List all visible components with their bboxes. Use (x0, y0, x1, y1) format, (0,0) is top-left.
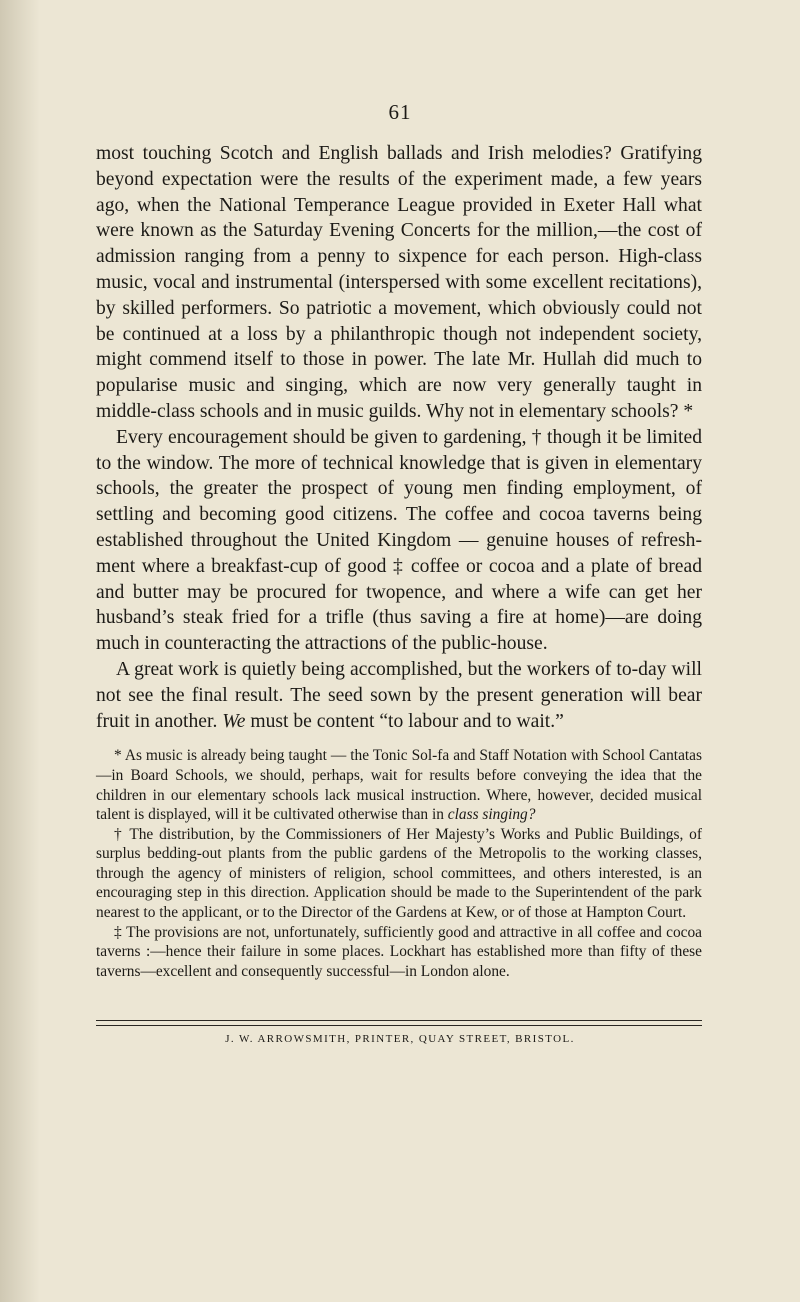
footnote-dagger: † The distribution, by the Commissioners of Her Majesty’s Works and Public Buildings, of surplus bedding-out plants from the public gardens of the Metropolis to the working classes, through the agency of ministers of religion, school committees, and others interested, is an encouraging step in this direction. Application should be made to the Superintendent of the park nearest to the applicant, or to the Director of the Gardens at Kew, or of those at Hampton Court. (96, 825, 702, 922)
main-text (96, 141, 702, 981)
paragraph-great-work-text: A great work is quietly being accomplished, but the workers of to-day will not see the final result. The seed sown by the present generation will bear fruit in another. (96, 658, 702, 732)
imprint-rule-thick (96, 1020, 702, 1021)
paragraph-music: most touching Scotch and English ballads and Irish melodies? Gratifying beyond expectation were the results of the experiment made, a few years ago, when the National Temperance League provided in Exeter Hall what were known as the Saturday Evening Concerts for the million,—the cost of admission ranging from a penny to sixpence for each person. High-class music, vocal and instrumental (interspersed with some excellent recitations), by skilled performers. So patriotic a movement, which obviously could not be continued at a loss by a philanthropic though not independent society, might commend itself to those in power. The late Mr. Hullah did much to popularise music and singing, which are now very generally taught in middle-class schools and in music guilds. Why not in elementary schools? * (96, 143, 702, 422)
paragraph-great-work-end: must be content “to labour and to wait.” (245, 710, 564, 732)
paragraph-gardening: Every encouragement should be given to gardening, † though it be limited to the window. The more of technical knowledge that is given in elementary schools, the greater the prospect of young men finding employment, of settling and becoming good citizens. The coffee and cocoa taverns being established throughout the United Kingdom — genuine houses of refreshment where a breakfast-cup of good ‡ coffee or cocoa and a plate of bread and butter may be procured for twopence, and where a wife can get her husband’s steak fried for a trifle (thus saving a fire at home)—are doing much in counteracting the attractions of the public-house. (96, 426, 702, 655)
imprint-rule-thin (96, 1025, 702, 1026)
footnote-double-dagger: ‡ The provisions are not, unfortunately, sufficiently good and attractive in all coffee and cocoa taverns :—hence their failure in some places. Lockhart has established more than fifty of these taverns—excellent and consequently successful—in London alone. (96, 923, 702, 980)
paragraph-great-work-emphasis: We (222, 710, 246, 732)
page-edge-shadow (0, 0, 40, 1302)
page-number: 61 (388, 100, 412, 124)
footnotes (96, 746, 702, 981)
footnote-asterisk (96, 746, 702, 824)
printer-imprint: J. W. ARROWSMITH, PRINTER, QUAY STREET, BRISTOL. (225, 1033, 575, 1045)
footnote-asterisk-emphasis: class singing? (447, 806, 536, 824)
paragraph-great-work (96, 657, 702, 734)
footnote-asterisk-text: * As music is already being taught — the Tonic Sol-fa and Staff Notation with School Cantatas—in Board Schools, we should, perhaps, wait for results before conveying the idea that the children in our elementary schools lack musical instruction. Where, however, decided musical talent is displayed, will it be cultivated otherwise than in (96, 747, 702, 824)
